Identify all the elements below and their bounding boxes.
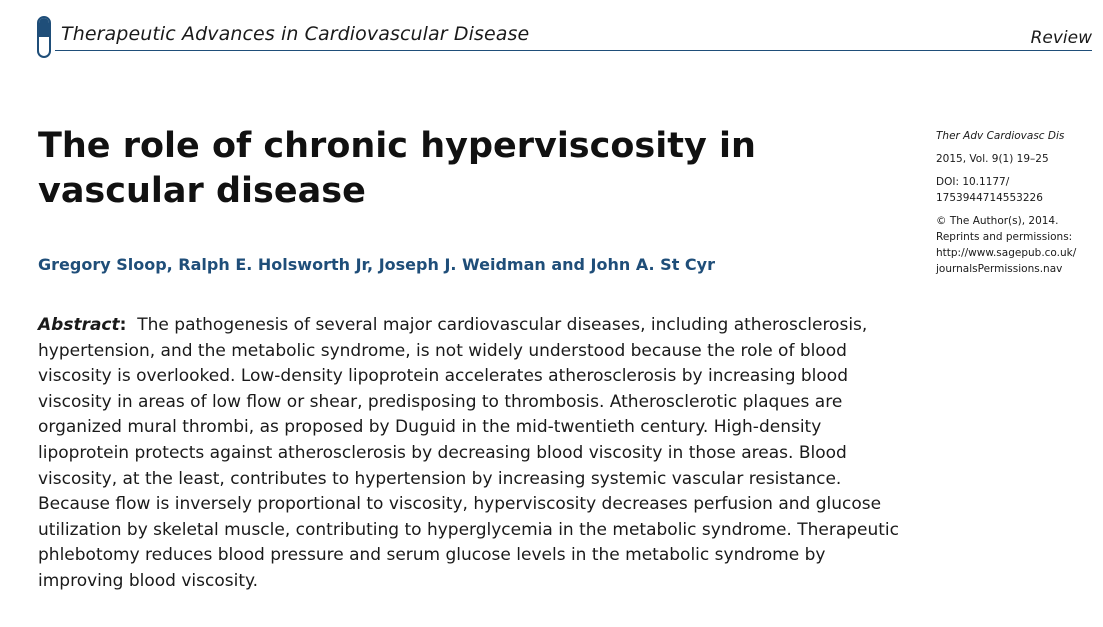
abstract-colon: : xyxy=(119,315,127,335)
abstract-text: The pathogenesis of several major cardiovascular diseases, including atherosclerosis, hypertension, and the metabolic syndrome, is not widely understood because the role of blood viscosity is overlooked. Low-density lipoprotein accelerates atherosclerosis by increasing blood viscosity in areas of low flow or shear, predisposing to thrombosis. Atherosclerotic plaques are organized mural thrombi, as proposed by Duguid in the mid-twentieth century. High-density lipoprotein protects against atherosclerosis by decreasing blood viscosity in those areas. Blood viscosity, at the least, contributes to hypertension by increasing systemic vascular resistance. Because flow is inversely proportional to viscosity, hyperviscosity decreases perfusion and glucose utilization by skeletal muscle, contributing to hyperglycemia in the metabolic syndrome. Therapeutic phlebotomy reduces blood pressure and serum glucose levels in the metabolic syndrome by improving blood viscosity. xyxy=(38,315,900,591)
reprints-label: Reprints and permissions: xyxy=(936,231,1073,243)
citation-sidebar xyxy=(936,128,1096,284)
permissions-link-line-2[interactable]: journalsPermissions.nav xyxy=(936,263,1063,275)
abstract xyxy=(38,313,913,595)
header-rule xyxy=(55,50,1092,51)
copyright: © The Author(s), 2014. xyxy=(936,215,1059,227)
journal-logo-fill xyxy=(39,18,49,37)
article-authors: Gregory Sloop, Ralph E. Holsworth Jr, Joseph J. Weidman and John A. St Cyr xyxy=(38,255,715,274)
article-type: Review xyxy=(1030,28,1092,48)
journal-abbreviation: Ther Adv Cardiovasc Dis xyxy=(936,130,1065,142)
doi-line-1: DOI: 10.1177/ xyxy=(936,176,1010,188)
permissions-link-line-1[interactable]: http://www.sagepub.co.uk/ xyxy=(936,247,1077,259)
citation-volume: 2015, Vol. 9(1) 19–25 xyxy=(936,153,1049,165)
article-title: The role of chronic hyperviscosity in vascular disease xyxy=(38,126,756,211)
journal-name: Therapeutic Advances in Cardiovascular Disease xyxy=(61,23,530,45)
journal-logo xyxy=(37,16,51,58)
doi-line-2: 1753944714553226 xyxy=(936,192,1043,204)
abstract-label: Abstract xyxy=(38,315,120,335)
